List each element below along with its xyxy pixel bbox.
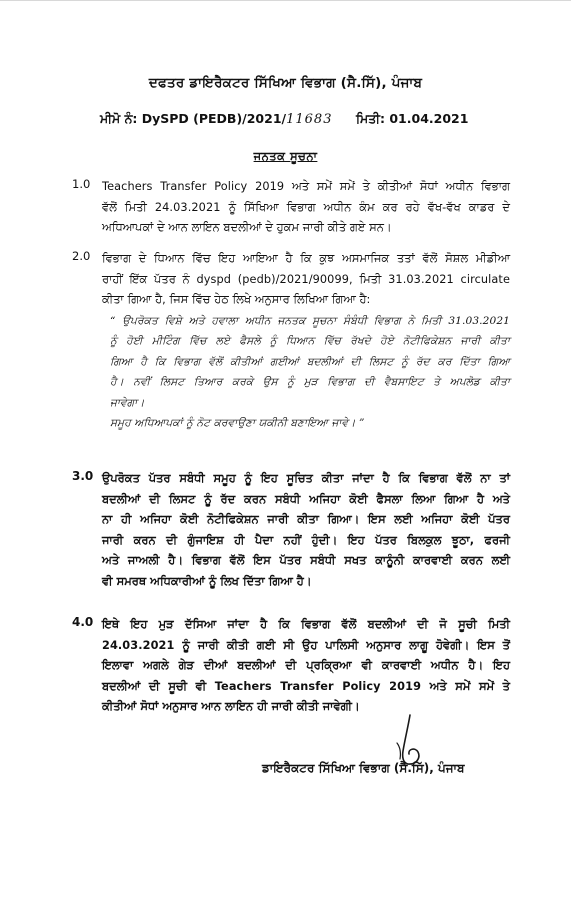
paragraph-line: ਜਾਰੀ ਕਰਨ ਦੀ ਗੁੰਜਾਇਸ਼ ਹੀ ਪੈਦਾ ਨਹੀਂ ਹੁੰਦੀ। ਇਹ ਪੱਤਰ ਬਿਲਕੁਲ ਝੂਠਾ, ਫਰਜੀ bbox=[102, 533, 510, 547]
paragraph-body bbox=[102, 469, 510, 592]
quote-line: ਗਿਆ ਹੈ ਕਿ ਵਿਭਾਗ ਵੱਲੋਂ ਕੀਤੀਆਂ ਗਈਆਂ ਬਦਲੀਆਂ ਦੀ ਲਿਸਟ ਨੂੰ ਰੱਦ ਕਰ ਦਿੱਤਾ ਗਿਆ bbox=[110, 355, 510, 368]
notice-title: ਜਨਤਕ ਸੂਚਨਾ bbox=[253, 149, 318, 163]
paragraph-line: ਇਲਾਵਾ ਅਗਲੇ ਗੇੜ ਦੀਆਂ ਬਦਲੀਆਂ ਦੀ ਪ੍ਰਕ੍ਰਿਆ ਵੀ ਕਾਰਵਾਈ ਅਧੀਨ ਹੈ। ਇਹ bbox=[102, 659, 510, 672]
paragraph-line: ਕੀਤਾ ਗਿਆ ਹੈ, ਜਿਸ ਵਿੱਚ ਹੇਠ ਲਿਖੇ ਅਨੁਸਾਰ ਲਿਖਿਆ ਗਿਆ ਹੈ: bbox=[102, 293, 371, 306]
memo-number bbox=[100, 111, 332, 127]
paragraph-line: ਇਥੇ ਇਹ ਮੁੜ ਦੱਸਿਆ ਜਾਂਦਾ ਹੈ ਕਿ ਵਿਭਾਗ ਵੱਲੋਂ ਬਦਲੀਆਂ ਦੀ ਜੋ ਸੂਚੀ ਮਿਤੀ bbox=[102, 618, 510, 631]
quote-line: ਨੂੰ ਹੋਈ ਮੀਟਿੰਗ ਵਿੱਚ ਲਏ ਫੈਸਲੇ ਨੂੰ ਧਿਆਨ ਵਿੱਚ ਰੱਖਦੇ ਹੋਏ ਨੋਟੀਫਿਕੇਸ਼ਨ ਜਾਰੀ ਕੀਤਾ bbox=[110, 335, 510, 347]
paragraph-line: ਉਪਰੋਕਤ ਪੱਤਰ ਸਬੰਧੀ ਸਮੂਹ ਨੂੰ ਇਹ ਸੂਚਿਤ ਕੀਤਾ ਜਾਂਦਾ ਹੈ ਕਿ ਵਿਭਾਗ ਵੱਲੋਂ ਨਾ ਤਾਂ bbox=[102, 472, 510, 485]
office-title: ਦਫਤਰ ਡਾਇਰੈਕਟਰ ਸਿੱਖਿਆ ਵਿਭਾਗ (ਸੈ.ਸਿੱ), ਪੰਜਾਬ bbox=[148, 75, 423, 91]
paragraph-line: ਕੀਤੀਆਂ ਸੋਧਾਂ ਅਨੁਸਾਰ ਆਨ ਲਾਇਨ ਹੀ ਜਾਰੀ ਕੀਤੀ ਜਾਵੇਗੀ। bbox=[102, 700, 360, 713]
paragraph-body bbox=[102, 177, 510, 239]
paragraph-line: ਬਦਲੀਆਂ ਦੀ ਸੂਚੀ ਵੀ Teachers Transfer Policy 2019 ਅਤੇ ਸਮੇਂ ਸਮੇਂ ਤੇ bbox=[102, 679, 510, 693]
paragraph-line: 24.03.2021 ਨੂੰ ਜਾਰੀ ਕੀਤੀ ਗਈ ਸੀ ਉਹ ਪਾਲਿਸੀ ਅਨੁਸਾਰ ਲਾਗੂ ਹੋਵੇਗੀ। ਇਸ ਤੋਂ bbox=[102, 638, 510, 652]
handwritten-signature bbox=[388, 713, 438, 768]
paragraph-number: 2.0 bbox=[72, 249, 91, 263]
quote-line: ਹੈ। ਨਵੀਂ ਲਿਸਟ ਤਿਆਰ ਕਰਕੇ ਉਸ ਨੂੰ ਮੁੜ ਵਿਭਾਗ ਦੀ ਵੈਬਸਾਇਟ ਤੇ ਅਪਲੋਡ ਕੀਤਾ bbox=[110, 376, 510, 388]
paragraph-line: ਵਿਭਾਗ ਦੇ ਧਿਆਨ ਵਿੱਚ ਇਹ ਆਇਆ ਹੈ ਕਿ ਕੁਝ ਅਸਮਾਜਿਕ ਤਤਾਂ ਵੱਲੋਂ ਸੋਸ਼ਲ ਮੀਡੀਆ bbox=[102, 252, 510, 265]
paragraph-body bbox=[102, 615, 510, 718]
paragraph-line: ਨਾ ਹੀ ਅਜਿਹਾ ਕੋਈ ਨੋਟੀਫਿਕੇਸ਼ਨ ਜਾਰੀ ਕੀਤਾ ਗਿਆ। ਇਸ ਲਈ ਅਜਿਹਾ ਕੋਈ ਪੱਤਰ bbox=[102, 513, 510, 526]
paragraph-line: ਅਧਿਆਪਕਾਂ ਦੇ ਆਨ ਲਾਇਨ ਬਦਲੀਆਂ ਦੇ ਹੁਕਮ ਜਾਰੀ ਕੀਤੇ ਗਏ ਸਨ। bbox=[102, 221, 392, 234]
paragraph-line: ਵੀ ਸਮਰਥ ਅਧਿਕਾਰੀਆਂ ਨੂੰ ਲਿਖ ਦਿੱਤਾ ਗਿਆ ਹੈ। bbox=[102, 574, 312, 588]
paragraph-line: ਅਤੇ ਜਾਅਲੀ ਹੈ। ਵਿਭਾਗ ਵੱਲੋਂ ਇਸ ਪੱਤਰ ਸਬੰਧੀ ਸਖਤ ਕਾਨੂੰਨੀ ਕਾਰਵਾਈ ਕਰਨ ਲਈ bbox=[102, 554, 510, 567]
paragraph-line: ਵੱਲੋਂ ਮਿਤੀ 24.03.2021 ਨੂੰ ਸਿੱਖਿਆ ਵਿਭਾਗ ਅਧੀਨ ਕੰਮ ਕਰ ਰਹੇ ਵੱਖ-ਵੱਖ ਕਾਡਰ ਦੇ bbox=[102, 200, 510, 214]
quote-line: ਸਮੂਹ ਅਧਿਆਪਕਾਂ ਨੂੰ ਨੋਟ ਕਰਵਾਉਣਾ ਯਕੀਨੀ ਬਣਾਇਆ ਜਾਵੇ। ” bbox=[110, 417, 365, 429]
paragraph-line: ਰਾਹੀਂ ਇੱਕ ਪੱਤਰ ਨੰ dyspd (pedb)/2021/90099, ਮਿਤੀ 31.03.2021 circulate bbox=[102, 272, 510, 286]
paragraph-number: 3.0 bbox=[72, 469, 94, 483]
signatory-designation: ਡਾਇਰੈਕਟਰ ਸਿੱਖਿਆ ਵਿਭਾਗ (ਸੈ.ਸਿੱ), ਪੰਜਾਬ bbox=[262, 761, 465, 775]
memo-number-label: ਮੀਮੋ ਨੰ: DySPD (PEDB)/2021/ bbox=[100, 111, 287, 126]
paragraph-line: Teachers Transfer Policy 2019 ਅਤੇ ਸਮੇਂ ਸਮੇਂ ਤੇ ਕੀਤੀਆਂ ਸੋਧਾਂ ਅਧੀਨ ਵਿਭਾਗ bbox=[102, 180, 510, 193]
quote-line: “ ਉਪਰੋਕਤ ਵਿਸ਼ੇ ਅਤੇ ਹਵਾਲਾ ਅਧੀਨ ਜਨਤਕ ਸੂਚਨਾ ਸੰਬੰਧੀ ਵਿਭਾਗ ਨੇ ਮਿਤੀ 31.03.2021 bbox=[110, 314, 510, 327]
paragraph-number: 4.0 bbox=[72, 615, 94, 629]
paragraph-line: ਬਦਲੀਆਂ ਦੀ ਲਿਸਟ ਨੂੰ ਰੱਦ ਕਰਨ ਸਬੰਧੀ ਅਜਿਹਾ ਕੋਈ ਫੈਸਲਾ ਲਿਆ ਗਿਆ ਹੈ ਅਤੇ bbox=[102, 492, 510, 506]
paragraph-body bbox=[102, 249, 510, 434]
quoted-letter bbox=[110, 311, 510, 434]
memo-number-handwritten: 11683 bbox=[286, 112, 333, 127]
quote-line: ਜਾਵੇਗਾ। bbox=[110, 396, 145, 409]
paragraph-number: 1.0 bbox=[72, 177, 91, 191]
memo-date: ਮਿਤੀ: 01.04.2021 bbox=[356, 111, 469, 126]
